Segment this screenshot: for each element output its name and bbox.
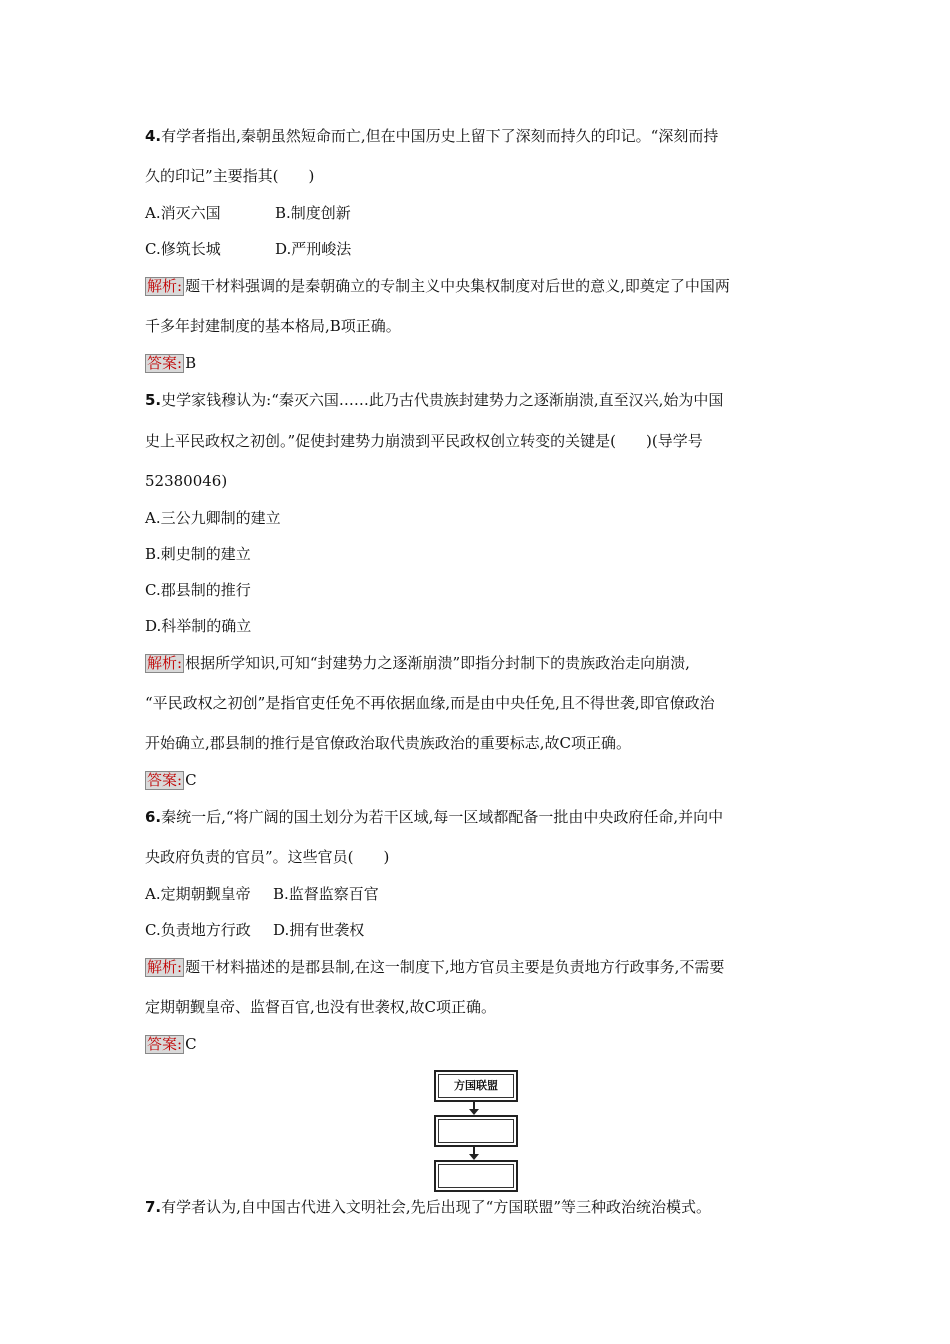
q7-stem-text1: 有学者认为,自中国古代进入文明社会,先后出现了“方国联盟”等三种政治统治模式。: [161, 1198, 712, 1216]
q5-option-c: C.郡县制的推行: [145, 581, 251, 599]
q6-option-b: B.监督监察百官: [273, 885, 379, 903]
flowchart-box-1: 方国联盟: [434, 1070, 518, 1102]
q4-option-a: A.消灭六国: [145, 204, 221, 222]
q6-number: 6.: [145, 808, 162, 826]
q4-options-row1: [145, 203, 351, 223]
q5-number: 5.: [145, 391, 162, 409]
q4-answer-tag: 答案:: [147, 354, 183, 372]
q6-analysis-text1: 题干材料描述的是郡县制,在这一制度下,地方官员主要是负责地方行政事务,不需要: [185, 958, 725, 976]
q4-analysis-line1: [145, 276, 730, 296]
q6-option-d: D.拥有世袭权: [273, 921, 365, 939]
q5-analysis-tag: 解析:: [147, 654, 183, 672]
q5-option-b: B.刺史制的建立: [145, 545, 251, 563]
flowchart-box-2: [434, 1115, 518, 1147]
q4-answer-value: B: [185, 354, 197, 372]
q6-option-a: A.定期朝觐皇帝: [145, 885, 251, 903]
q4-stem-line1: [145, 126, 718, 146]
q6-analysis-tag: 解析:: [147, 958, 183, 976]
q4-options-row2: [145, 239, 351, 259]
q6-stem-line2: 央政府负责的官员”。这些官员( ): [145, 848, 390, 866]
q7-number: 7.: [145, 1198, 162, 1216]
q5-option-d: D.科举制的确立: [145, 617, 252, 635]
q6-options-row2: [145, 920, 364, 940]
q4-analysis-text1: 题干材料强调的是秦朝确立的专制主义中央集权制度对后世的意义,即奠定了中国两: [185, 277, 730, 295]
q7-stem-line1: [145, 1197, 711, 1217]
q4-stem-text1: 有学者指出,秦朝虽然短命而亡,但在中国历史上留下了深刻而持久的印记。“深刻而持: [161, 127, 719, 145]
q6-analysis-line2: 定期朝觐皇帝、监督百官,也没有世袭权,故C项正确。: [145, 998, 497, 1016]
flowchart-box-3: [434, 1160, 518, 1192]
q4-option-c: C.修筑长城: [145, 240, 221, 258]
q5-answer-line: [145, 770, 197, 790]
q6-options-row1: [145, 884, 379, 904]
q5-analysis-line3: 开始确立,郡县制的推行是官僚政治取代贵族政治的重要标志,故C项正确。: [145, 734, 632, 752]
political-mode-flowchart: [430, 1066, 520, 1190]
q5-answer-tag: 答案:: [147, 771, 183, 789]
q4-answer-line: [145, 353, 196, 373]
q5-analysis-text1: 根据所学知识,可知“封建势力之逐渐崩溃”即指分封制下的贵族政治走向崩溃,: [185, 654, 690, 672]
q6-stem-text1: 秦统一后,“将广阔的国土划分为若干区域,每一区域都配备一批由中央政府任命,并向中: [161, 808, 724, 826]
q5-stem-text1: 史学家钱穆认为:“秦灭六国……此乃古代贵族封建势力之逐渐崩溃,直至汉兴,始为中国: [161, 391, 724, 409]
q4-number: 4.: [145, 127, 162, 145]
q5-analysis-line2: “平民政权之初创”是指官吏任免不再依据血缘,而是由中央任免,且不得世袭,即官僚政治: [145, 694, 715, 712]
q6-analysis-line1: [145, 957, 724, 977]
q5-stem-line2: 史上平民政权之初创。”促使封建势力崩溃到平民政权创立转变的关键是( )(导学号: [145, 432, 703, 450]
q4-option-d: D.严刑峻法: [275, 240, 352, 258]
q5-stem-line1: [145, 390, 723, 410]
q6-answer-line: [145, 1034, 197, 1054]
q5-analysis-line1: [145, 653, 690, 673]
q5-answer-value: C: [185, 771, 197, 789]
q4-analysis-tag: 解析:: [147, 277, 183, 295]
q4-analysis-line2: 千多年封建制度的基本格局,B项正确。: [145, 317, 401, 335]
q6-answer-tag: 答案:: [147, 1035, 183, 1053]
q5-stem-line3: 52380046): [145, 472, 228, 490]
q4-option-b: B.制度创新: [275, 204, 351, 222]
q6-option-c: C.负责地方行政: [145, 921, 251, 939]
q4-stem-line2: 久的印记”主要指其( ): [145, 167, 315, 185]
q5-option-a: A.三公九卿制的建立: [145, 509, 281, 527]
q6-answer-value: C: [185, 1035, 197, 1053]
q6-stem-line1: [145, 807, 723, 827]
